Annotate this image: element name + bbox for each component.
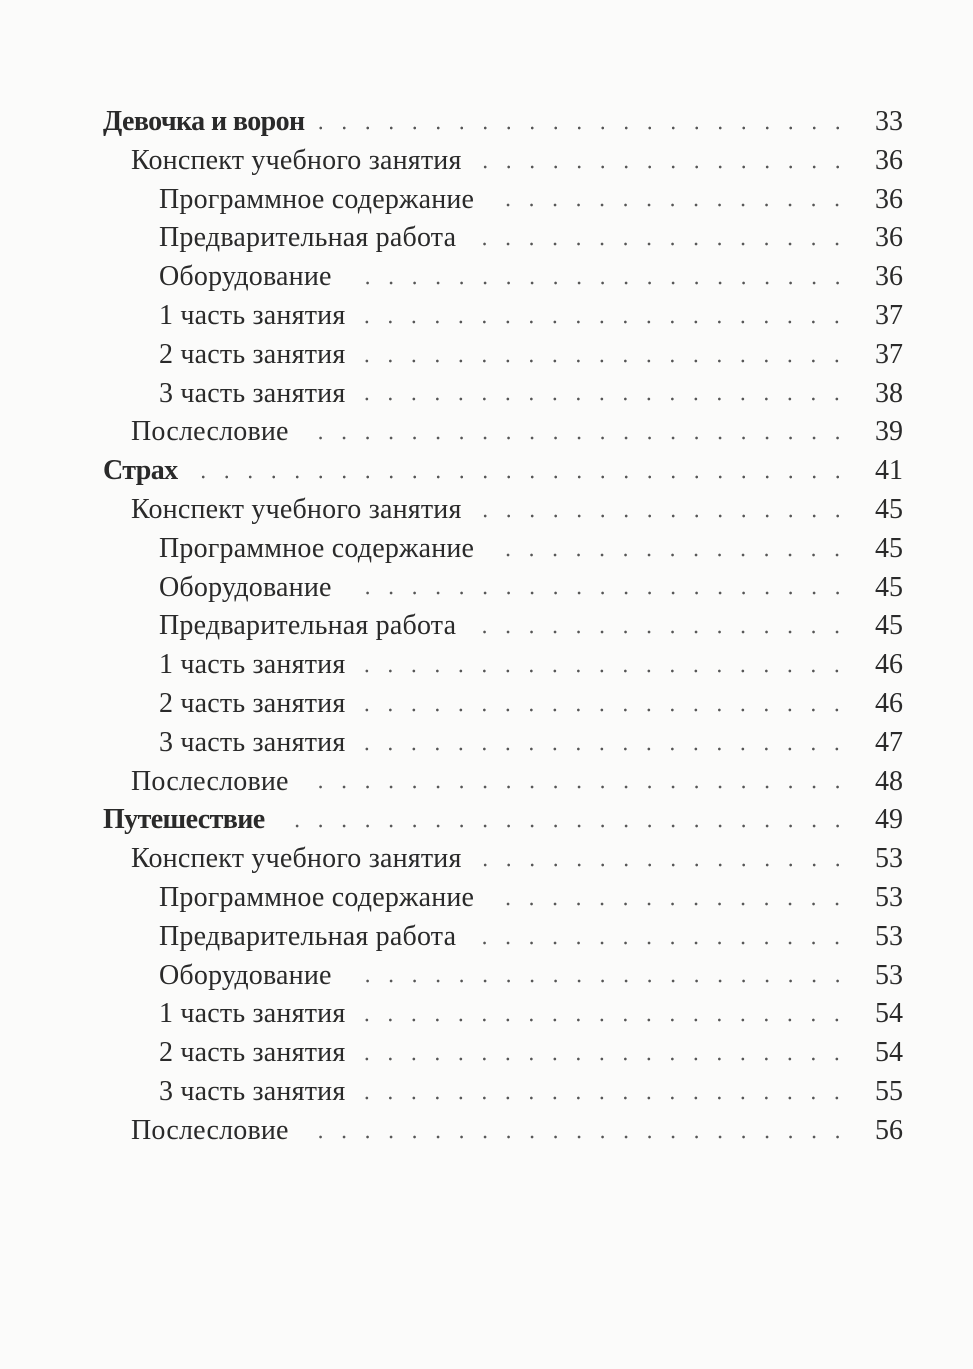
toc-section-entry	[0, 840, 973, 879]
toc-page-number: 36	[875, 261, 903, 293]
toc-entry-title: Предварительная работа	[159, 920, 457, 952]
toc-entry-title: Программное содержание	[159, 881, 475, 913]
toc-entry-title: Предварительная работа	[159, 610, 457, 642]
toc-entry-title: 2 часть занятия	[159, 1037, 346, 1069]
toc-page-number: 38	[875, 377, 903, 409]
toc-dot-leader	[359, 1096, 849, 1100]
toc-dot-leader	[359, 397, 849, 401]
toc-page-number: 37	[875, 338, 903, 370]
toc-dot-leader	[303, 785, 849, 789]
toc-page-number: 48	[875, 765, 903, 797]
toc-dot-leader	[359, 320, 849, 324]
toc-entry-title: Послесловие	[131, 1114, 289, 1146]
table-of-contents	[0, 103, 973, 1151]
toc-page-number: 56	[875, 1114, 903, 1146]
toc-entry-title: Путешествие	[103, 804, 265, 836]
toc-section-entry	[0, 763, 973, 802]
toc-dot-leader	[346, 979, 849, 983]
toc-page-number: 46	[875, 649, 903, 681]
toc-section-entry	[0, 413, 973, 452]
toc-chapter-entry	[0, 452, 973, 491]
toc-page-number: 53	[875, 959, 903, 991]
toc-subsection-entry	[0, 1073, 973, 1112]
toc-subsection-entry	[0, 336, 973, 375]
toc-page-number: 39	[875, 416, 903, 448]
toc-entry-title: 1 часть занятия	[159, 299, 346, 331]
toc-subsection-entry	[0, 724, 973, 763]
toc-section-entry	[0, 142, 973, 181]
toc-entry-title: 2 часть занятия	[159, 338, 346, 370]
toc-page-number: 53	[875, 881, 903, 913]
toc-page-number: 45	[875, 532, 903, 564]
toc-subsection-entry	[0, 181, 973, 220]
toc-subsection-entry	[0, 530, 973, 569]
toc-entry-title: 3 часть занятия	[159, 1075, 346, 1107]
toc-dot-leader	[476, 863, 849, 867]
toc-entry-title: Оборудование	[159, 571, 332, 603]
toc-entry-title: Конспект учебного занятия	[131, 144, 462, 176]
toc-dot-leader	[346, 591, 849, 595]
toc-chapter-entry	[0, 801, 973, 840]
toc-dot-leader	[359, 669, 849, 673]
toc-section-entry	[0, 491, 973, 530]
toc-dot-leader	[488, 203, 849, 207]
toc-subsection-entry	[0, 297, 973, 336]
toc-page-number: 53	[875, 843, 903, 875]
toc-chapter-entry	[0, 103, 973, 142]
toc-subsection-entry	[0, 258, 973, 297]
toc-page-number: 47	[875, 726, 903, 758]
toc-entry-title: Оборудование	[159, 261, 332, 293]
toc-dot-leader	[476, 165, 849, 169]
toc-page-number: 33	[875, 106, 903, 137]
toc-dot-leader	[359, 359, 849, 363]
toc-page-number: 45	[875, 571, 903, 603]
toc-subsection-entry	[0, 607, 973, 646]
toc-page-number: 36	[875, 183, 903, 215]
toc-subsection-entry	[0, 569, 973, 608]
toc-page-number: 45	[875, 493, 903, 525]
toc-entry-title: Девочка и ворон	[103, 106, 305, 137]
toc-entry-title: 1 часть занятия	[159, 649, 346, 681]
toc-subsection-entry	[0, 219, 973, 258]
toc-page-number: 45	[875, 610, 903, 642]
toc-entry-title: 1 часть занятия	[159, 998, 346, 1030]
toc-entry-title: Предварительная работа	[159, 222, 457, 254]
toc-page-number: 55	[875, 1075, 903, 1107]
toc-entry-title: 3 часть занятия	[159, 377, 346, 409]
toc-dot-leader	[359, 1018, 849, 1022]
toc-page-number: 54	[875, 998, 903, 1030]
toc-dot-leader	[470, 941, 849, 945]
toc-entry-title: 2 часть занятия	[159, 687, 346, 719]
toc-entry-title: Конспект учебного занятия	[131, 493, 462, 525]
toc-entry-title: Программное содержание	[159, 532, 475, 564]
toc-entry-title: Программное содержание	[159, 183, 475, 215]
toc-dot-leader	[303, 436, 849, 440]
toc-page-number: 46	[875, 687, 903, 719]
toc-subsection-entry	[0, 879, 973, 918]
toc-dot-leader	[279, 824, 849, 828]
toc-dot-leader	[488, 902, 849, 906]
toc-dot-leader	[359, 1057, 849, 1061]
toc-subsection-entry	[0, 995, 973, 1034]
toc-page-number: 37	[875, 299, 903, 331]
toc-subsection-entry	[0, 1034, 973, 1073]
toc-dot-leader	[488, 553, 849, 557]
toc-entry-title: Послесловие	[131, 765, 289, 797]
toc-subsection-entry	[0, 957, 973, 996]
toc-entry-title: Послесловие	[131, 416, 289, 448]
toc-page-number: 41	[875, 455, 903, 487]
toc-subsection-entry	[0, 685, 973, 724]
toc-page-number: 49	[875, 804, 903, 836]
toc-dot-leader	[470, 242, 849, 246]
toc-page-number: 36	[875, 222, 903, 254]
toc-dot-leader	[192, 475, 849, 479]
toc-page-number: 53	[875, 920, 903, 952]
toc-dot-leader	[319, 126, 849, 130]
toc-subsection-entry	[0, 646, 973, 685]
toc-dot-leader	[359, 747, 849, 751]
toc-dot-leader	[359, 708, 849, 712]
toc-entry-title: Оборудование	[159, 959, 332, 991]
toc-subsection-entry	[0, 918, 973, 957]
toc-section-entry	[0, 1112, 973, 1151]
toc-dot-leader	[346, 281, 849, 285]
toc-page-number: 54	[875, 1037, 903, 1069]
toc-entry-title: Страх	[103, 455, 178, 487]
toc-dot-leader	[476, 514, 849, 518]
toc-entry-title: Конспект учебного занятия	[131, 843, 462, 875]
toc-entry-title: 3 часть занятия	[159, 726, 346, 758]
toc-page-number: 36	[875, 144, 903, 176]
toc-dot-leader	[303, 1135, 849, 1139]
toc-dot-leader	[470, 630, 849, 634]
toc-subsection-entry	[0, 375, 973, 414]
